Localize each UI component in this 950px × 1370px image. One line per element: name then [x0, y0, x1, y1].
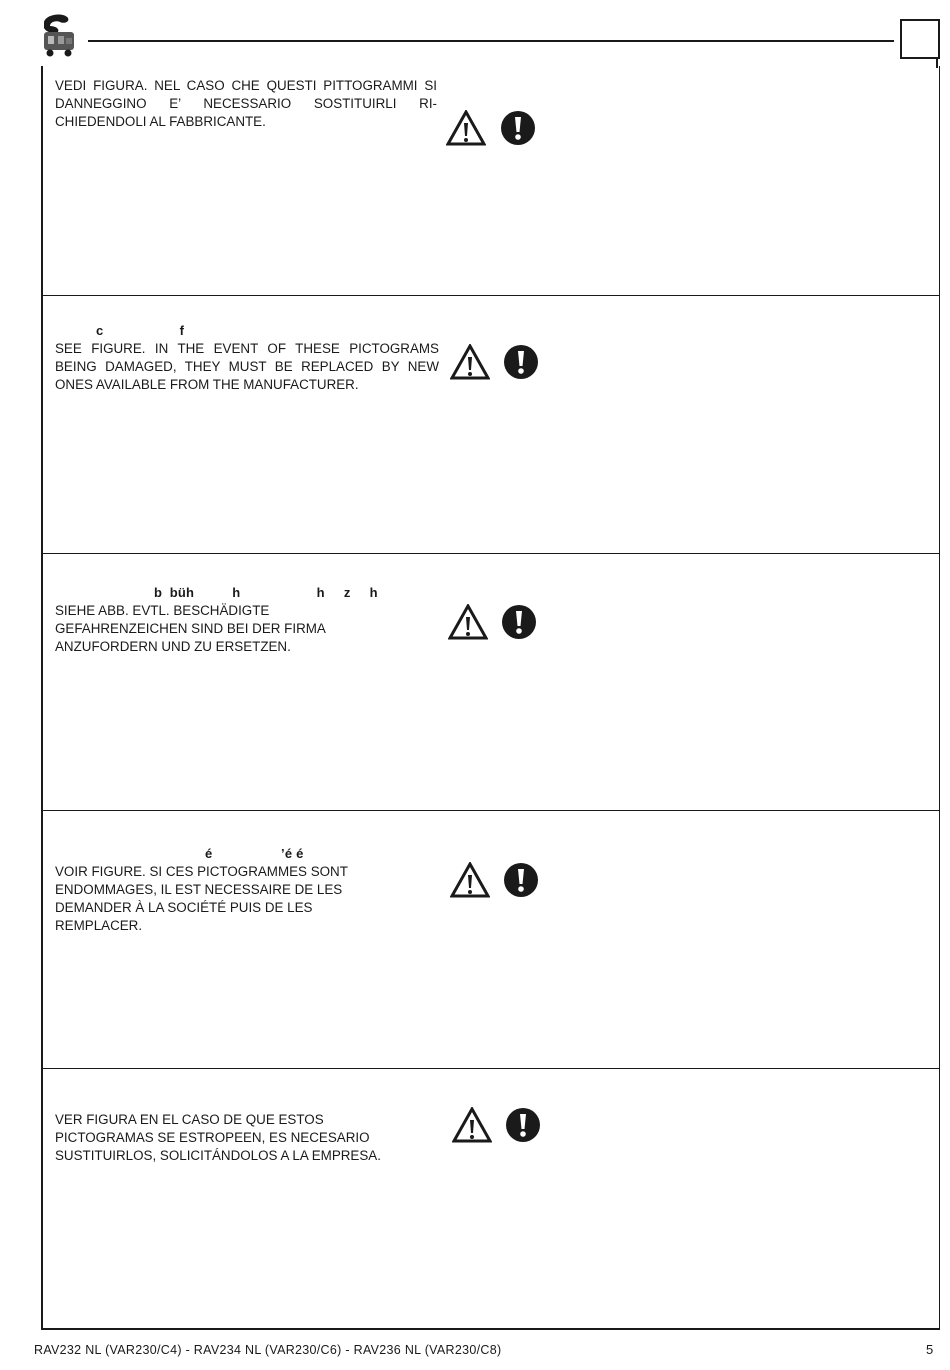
page-header [0, 0, 950, 70]
section-english [43, 296, 939, 554]
warning-triangle-icon [446, 110, 486, 146]
page-corner-box [900, 19, 940, 59]
warning-triangle-icon [452, 1107, 492, 1143]
section-french [43, 811, 939, 1069]
mandatory-exclamation-icon [501, 604, 537, 640]
mandatory-exclamation-icon [505, 1107, 541, 1143]
section-german [43, 554, 939, 811]
section-heading: é ’é é [205, 846, 304, 861]
pictogram-group [450, 344, 546, 384]
mandatory-exclamation-icon [503, 344, 539, 380]
section-italian [43, 66, 939, 296]
section-heading: c f [96, 323, 185, 338]
footer-model-text: RAV232 NL (VAR230/C4) - RAV234 NL (VAR230/C6) - RAV236 NL (VAR230/C8) [34, 1343, 502, 1357]
section-heading: b büh h h z h [154, 585, 378, 600]
section-text: VEDI FIGURA. NEL CASO CHE QUESTI PITTOGRAMMI SI DANNEGGINO E’ NECESSARIO SOSTITUIRLI RI-CHIEDENDOLI AL FABBRICANTE. [55, 78, 437, 129]
section-text: VOIR FIGURE. SI CES PICTOGRAMMES SONT ENDOMMAGES, IL EST NECESSAIRE DE LES DEMANDER À LA SOCIÉTÉ PUIS DE LES REMPLACER. [55, 864, 348, 933]
warning-triangle-icon [448, 604, 488, 640]
warning-triangle-icon [450, 862, 490, 898]
mandatory-exclamation-icon [500, 110, 536, 146]
page-number: 5 [926, 1342, 934, 1357]
section-text: SEE FIGURE. IN THE EVENT OF THESE PICTOGRAMS BEING DAMAGED, THEY MUST BE REPLACED BY NEW ONES AVAILABLE FROM THE MANUFACTURER. [55, 341, 439, 392]
pictogram-group [448, 604, 544, 644]
section-spanish [43, 1069, 939, 1328]
pictogram-group [452, 1107, 548, 1147]
content-frame [41, 66, 940, 1330]
pictogram-group [446, 110, 542, 150]
section-text: VER FIGURA EN EL CASO DE QUE ESTOS PICTOGRAMAS SE ESTROPEEN, ES NECESARIO SUSTITUIRLOS, SOLICITÁNDOLOS A LA EMPRESA. [55, 1112, 381, 1163]
warning-triangle-icon [450, 344, 490, 380]
brand-logo [36, 12, 80, 58]
header-rule [88, 40, 894, 42]
mandatory-exclamation-icon [503, 862, 539, 898]
section-text: SIEHE ABB. EVTL. BESCHÄDIGTE GEFAHRENZEICHEN SIND BEI DER FIRMA ANZUFORDERN UND ZU ERSETZEN. [55, 603, 326, 654]
pictogram-group [450, 862, 546, 902]
